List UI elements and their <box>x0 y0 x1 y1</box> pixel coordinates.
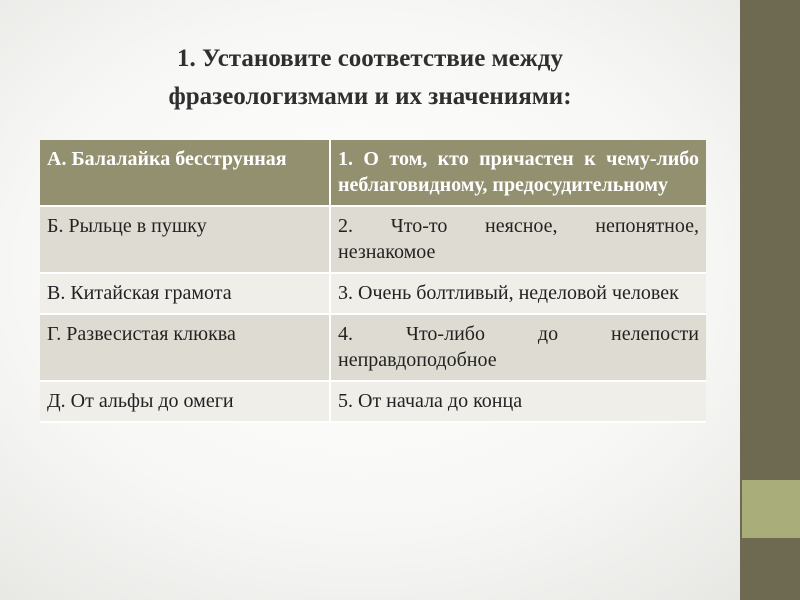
meaning-cell: 4. Что-либо до нелепости неправдоподобное <box>330 314 706 381</box>
table-row <box>40 381 706 422</box>
title-line-2: фразеологизмами и их значениями: <box>168 83 572 110</box>
decorative-accent-square <box>742 480 800 538</box>
meaning-cell: 2. Что-то неясное, непонятное, незнакомое <box>330 206 706 273</box>
phrase-cell: Г. Развесистая клюква <box>40 314 330 381</box>
matching-table <box>40 140 706 423</box>
slide-title <box>60 40 680 116</box>
table-header-row <box>40 140 706 206</box>
table-row <box>40 273 706 314</box>
phrase-cell: Д. От альфы до омеги <box>40 381 330 422</box>
table-row <box>40 206 706 273</box>
title-line-1: 1. Установите соответствие между <box>177 45 563 72</box>
meaning-cell: 5. От начала до конца <box>330 381 706 422</box>
table-row <box>40 314 706 381</box>
header-phrase-cell: А. Балалайка бесструнная <box>40 140 330 206</box>
phrase-cell: В. Китайская грамота <box>40 273 330 314</box>
header-meaning-cell: 1. О том, кто причастен к чему-либо неблаговидному, предосудительному <box>330 140 706 206</box>
meaning-cell: 3. Очень болтливый, неделовой человек <box>330 273 706 314</box>
phrase-cell: Б. Рыльце в пушку <box>40 206 330 273</box>
